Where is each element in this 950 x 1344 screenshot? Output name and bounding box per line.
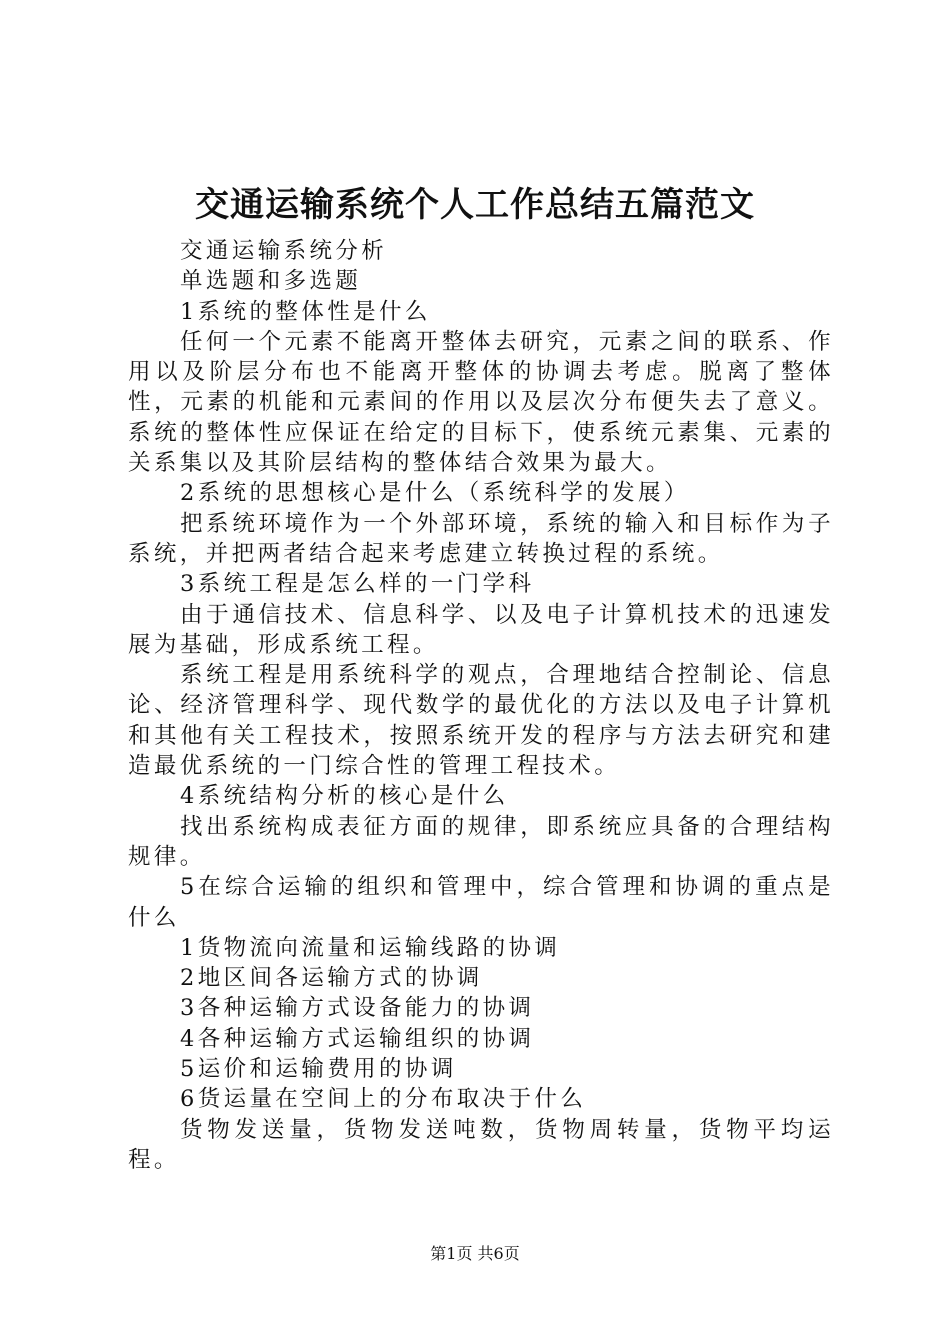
paragraph: 3各种运输方式设备能力的协调 bbox=[180, 995, 535, 1022]
page-footer: 第1页 共6页 bbox=[430, 1244, 520, 1263]
paragraph: 找出系统构成表征方面的规律，即系统应具备的合理结构规律。 bbox=[128, 813, 834, 870]
paragraph: 1货物流向流量和运输线路的协调 bbox=[180, 934, 561, 961]
paragraph: 5在综合运输的组织和管理中，综合管理和协调的重点是什么 bbox=[128, 874, 834, 931]
paragraph: 货物发送量，货物发送吨数，货物周转量，货物平均运程。 bbox=[128, 1116, 834, 1173]
paragraph: 4系统结构分析的核心是什么 bbox=[180, 783, 509, 810]
paragraph: 由于通信技术、信息科学、以及电子计算机技术的迅速发展为基础，形成系统工程。 bbox=[128, 601, 834, 658]
paragraph: 2地区间各运输方式的协调 bbox=[180, 965, 483, 992]
paragraph: 2系统的思想核心是什么（系统科学的发展） bbox=[180, 480, 690, 507]
document-body bbox=[128, 236, 834, 1175]
paragraph: 3系统工程是怎么样的一门学科 bbox=[180, 571, 535, 598]
paragraph: 单选题和多选题 bbox=[180, 268, 362, 295]
paragraph: 系统工程是用系统科学的观点，合理地结合控制论、信息论、经济管理科学、现代数学的最优化的方法以及电子计算机和其他有关工程技术，按照系统开发的程序与方法去研究和建造最优系统的一门综合性的管理工程技术。 bbox=[128, 662, 834, 780]
paragraph: 任何一个元素不能离开整体去研究，元素之间的联系、作用以及阶层分布也不能离开整体的协调去考虑。脱离了整体性，元素的机能和元素间的作用以及层次分布便失去了意义。系统的整体性应保证在给定的目标下，使系统元素集、元素的关系集以及其阶层结构的整体结合效果为最大。 bbox=[128, 328, 834, 477]
paragraph: 1系统的整体性是什么 bbox=[180, 298, 431, 325]
paragraph: 5运价和运输费用的协调 bbox=[180, 1056, 457, 1083]
document-title: 交通运输系统个人工作总结五篇范文 bbox=[195, 185, 755, 225]
paragraph: 交通运输系统分析 bbox=[180, 238, 388, 264]
paragraph: 4各种运输方式运输组织的协调 bbox=[180, 1025, 535, 1052]
paragraph: 把系统环境作为一个外部环境，系统的输入和目标作为子系统，并把两者结合起来考虑建立转换过程的系统。 bbox=[128, 510, 834, 567]
paragraph: 6货运量在空间上的分布取决于什么 bbox=[180, 1086, 587, 1113]
